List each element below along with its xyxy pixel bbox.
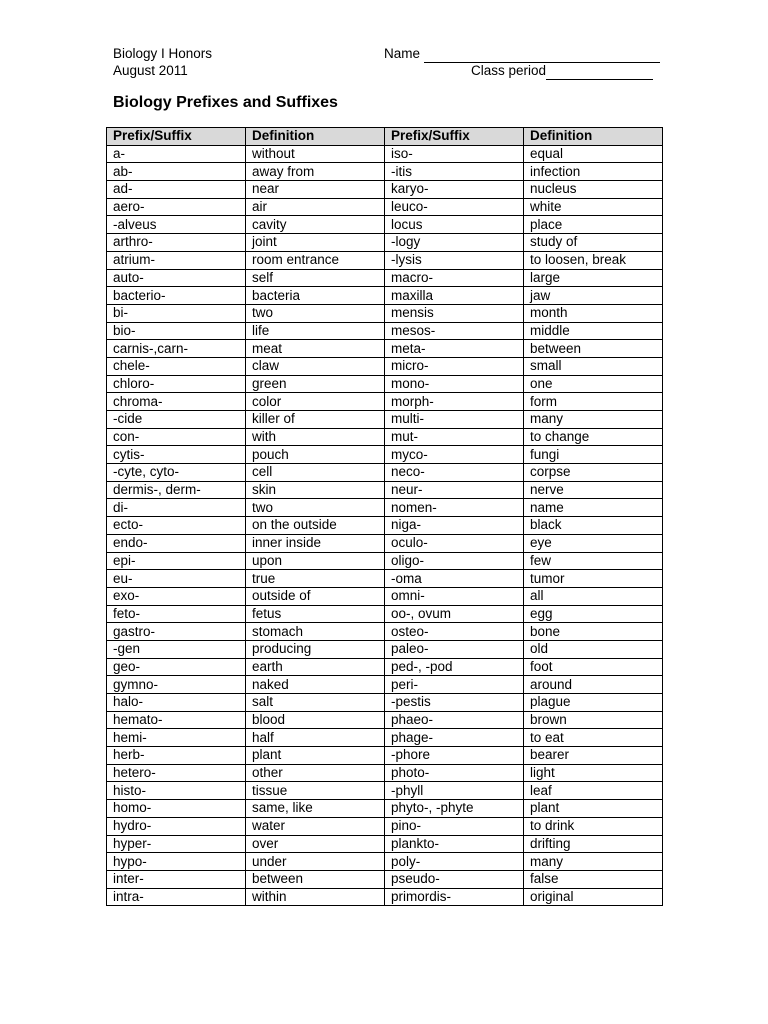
prefix-cell: chele- xyxy=(107,357,246,375)
definition-cell: cell xyxy=(246,464,385,482)
definition-cell: brown xyxy=(524,711,663,729)
definition-cell: white xyxy=(524,198,663,216)
definition-cell: water xyxy=(246,817,385,835)
definition-cell: inner inside xyxy=(246,534,385,552)
table-row xyxy=(107,411,663,429)
definition-cell: claw xyxy=(246,357,385,375)
prefix-cell: -phore xyxy=(385,747,524,765)
prefix-cell: nomen- xyxy=(385,499,524,517)
prefix-cell: eu- xyxy=(107,570,246,588)
definition-cell: small xyxy=(524,357,663,375)
prefix-cell: locus xyxy=(385,216,524,234)
prefix-cell: ab- xyxy=(107,163,246,181)
table-row xyxy=(107,729,663,747)
definition-cell: one xyxy=(524,375,663,393)
class-period-field xyxy=(471,63,653,80)
prefix-suffix-table xyxy=(106,127,663,906)
definition-cell: form xyxy=(524,393,663,411)
definition-cell: place xyxy=(524,216,663,234)
prefix-cell: bi- xyxy=(107,304,246,322)
table-body xyxy=(107,145,663,906)
prefix-cell: endo- xyxy=(107,534,246,552)
definition-cell: original xyxy=(524,888,663,906)
prefix-cell: carnis-,carn- xyxy=(107,340,246,358)
prefix-cell: chroma- xyxy=(107,393,246,411)
table-row xyxy=(107,375,663,393)
page-title: Biology Prefixes and Suffixes xyxy=(113,94,338,111)
definition-cell: same, like xyxy=(246,800,385,818)
prefix-cell: dermis-, derm- xyxy=(107,481,246,499)
name-field xyxy=(384,46,660,63)
definition-cell: equal xyxy=(524,145,663,163)
definition-cell: plague xyxy=(524,694,663,712)
table-row xyxy=(107,817,663,835)
table-row xyxy=(107,357,663,375)
prefix-cell: phage- xyxy=(385,729,524,747)
definition-cell: with xyxy=(246,428,385,446)
definition-cell: between xyxy=(246,870,385,888)
definition-cell: outside of xyxy=(246,587,385,605)
prefix-cell: mut- xyxy=(385,428,524,446)
name-label: Name xyxy=(384,46,421,61)
table-row xyxy=(107,393,663,411)
definition-cell: true xyxy=(246,570,385,588)
prefix-cell: plankto- xyxy=(385,835,524,853)
prefix-cell: poly- xyxy=(385,853,524,871)
prefix-cell: -alveus xyxy=(107,216,246,234)
definition-cell: month xyxy=(524,304,663,322)
table-row xyxy=(107,340,663,358)
table-row xyxy=(107,517,663,535)
definition-cell: two xyxy=(246,304,385,322)
prefix-cell: peri- xyxy=(385,676,524,694)
table-row xyxy=(107,888,663,906)
prefix-cell: leuco- xyxy=(385,198,524,216)
definition-cell: away from xyxy=(246,163,385,181)
definition-cell: killer of xyxy=(246,411,385,429)
prefix-cell: hemato- xyxy=(107,711,246,729)
prefix-cell: geo- xyxy=(107,658,246,676)
definition-cell: tumor xyxy=(524,570,663,588)
table-row xyxy=(107,694,663,712)
prefix-cell: hemi- xyxy=(107,729,246,747)
prefix-cell: karyo- xyxy=(385,181,524,199)
definition-cell: many xyxy=(524,853,663,871)
column-header-definition-2: Definition xyxy=(524,128,663,146)
definition-cell: middle xyxy=(524,322,663,340)
table-row xyxy=(107,322,663,340)
prefix-cell: auto- xyxy=(107,269,246,287)
prefix-cell: -logy xyxy=(385,234,524,252)
prefix-cell: morph- xyxy=(385,393,524,411)
definition-cell: light xyxy=(524,764,663,782)
definition-cell: nerve xyxy=(524,481,663,499)
table-row xyxy=(107,747,663,765)
table-row xyxy=(107,464,663,482)
column-header-prefix-suffix-1: Prefix/Suffix xyxy=(107,128,246,146)
prefix-cell: gymno- xyxy=(107,676,246,694)
prefix-cell: -gen xyxy=(107,640,246,658)
table-row xyxy=(107,216,663,234)
table-row xyxy=(107,428,663,446)
table-header-row xyxy=(107,128,663,146)
prefix-cell: mesos- xyxy=(385,322,524,340)
prefix-cell: phyto-, -phyte xyxy=(385,800,524,818)
definition-cell: meat xyxy=(246,340,385,358)
table-row xyxy=(107,658,663,676)
column-header-prefix-suffix-2: Prefix/Suffix xyxy=(385,128,524,146)
prefix-cell: atrium- xyxy=(107,251,246,269)
prefix-cell: hetero- xyxy=(107,764,246,782)
prefix-cell: photo- xyxy=(385,764,524,782)
table-row xyxy=(107,764,663,782)
definition-cell: green xyxy=(246,375,385,393)
definition-cell: within xyxy=(246,888,385,906)
class-period-label: Class period xyxy=(471,63,547,78)
definition-cell: half xyxy=(246,729,385,747)
prefix-cell: inter- xyxy=(107,870,246,888)
definition-cell: producing xyxy=(246,640,385,658)
definition-cell: bone xyxy=(524,623,663,641)
prefix-cell: ecto- xyxy=(107,517,246,535)
prefix-cell: hyper- xyxy=(107,835,246,853)
definition-cell: joint xyxy=(246,234,385,252)
table-row xyxy=(107,870,663,888)
table-row xyxy=(107,605,663,623)
prefix-cell: halo- xyxy=(107,694,246,712)
definition-cell: blood xyxy=(246,711,385,729)
definition-cell: plant xyxy=(524,800,663,818)
table-row xyxy=(107,481,663,499)
table-row xyxy=(107,163,663,181)
definition-cell: cavity xyxy=(246,216,385,234)
definition-cell: room entrance xyxy=(246,251,385,269)
table-row xyxy=(107,552,663,570)
definition-cell: near xyxy=(246,181,385,199)
prefix-cell: oo-, ovum xyxy=(385,605,524,623)
definition-cell: air xyxy=(246,198,385,216)
definition-cell: over xyxy=(246,835,385,853)
table-row xyxy=(107,446,663,464)
definition-cell: all xyxy=(524,587,663,605)
prefix-cell: primordis- xyxy=(385,888,524,906)
definition-cell: to eat xyxy=(524,729,663,747)
prefix-cell: multi- xyxy=(385,411,524,429)
definition-cell: large xyxy=(524,269,663,287)
prefix-cell: intra- xyxy=(107,888,246,906)
definition-cell: two xyxy=(246,499,385,517)
table-row xyxy=(107,499,663,517)
definition-cell: tissue xyxy=(246,782,385,800)
prefix-cell: di- xyxy=(107,499,246,517)
prefix-cell: neco- xyxy=(385,464,524,482)
prefix-cell: con- xyxy=(107,428,246,446)
definition-cell: plant xyxy=(246,747,385,765)
prefix-cell: -itis xyxy=(385,163,524,181)
prefix-cell: histo- xyxy=(107,782,246,800)
prefix-cell: pseudo- xyxy=(385,870,524,888)
prefix-cell: pino- xyxy=(385,817,524,835)
definition-cell: black xyxy=(524,517,663,535)
table-row xyxy=(107,676,663,694)
table-row xyxy=(107,251,663,269)
definition-cell: salt xyxy=(246,694,385,712)
prefix-cell: mono- xyxy=(385,375,524,393)
definition-cell: jaw xyxy=(524,287,663,305)
table-row xyxy=(107,640,663,658)
table-row xyxy=(107,711,663,729)
prefix-cell: -phyll xyxy=(385,782,524,800)
prefix-cell: oligo- xyxy=(385,552,524,570)
table-row xyxy=(107,145,663,163)
definition-cell: self xyxy=(246,269,385,287)
term-date: August 2011 xyxy=(113,63,188,78)
table-row xyxy=(107,304,663,322)
prefix-cell: feto- xyxy=(107,605,246,623)
prefix-cell: exo- xyxy=(107,587,246,605)
table-row xyxy=(107,587,663,605)
table-row xyxy=(107,835,663,853)
prefix-cell: gastro- xyxy=(107,623,246,641)
table-row xyxy=(107,570,663,588)
definition-cell: leaf xyxy=(524,782,663,800)
table-row xyxy=(107,287,663,305)
prefix-cell: neur- xyxy=(385,481,524,499)
prefix-cell: chloro- xyxy=(107,375,246,393)
definition-cell: eye xyxy=(524,534,663,552)
class-period-blank-line[interactable] xyxy=(546,63,653,80)
definition-cell: drifting xyxy=(524,835,663,853)
definition-cell: between xyxy=(524,340,663,358)
table-row xyxy=(107,198,663,216)
table-row xyxy=(107,269,663,287)
definition-cell: name xyxy=(524,499,663,517)
definition-cell: naked xyxy=(246,676,385,694)
definition-cell: under xyxy=(246,853,385,871)
definition-cell: bacteria xyxy=(246,287,385,305)
prefix-cell: myco- xyxy=(385,446,524,464)
course-name: Biology I Honors xyxy=(113,46,213,61)
definition-cell: earth xyxy=(246,658,385,676)
table-row xyxy=(107,782,663,800)
definition-cell: few xyxy=(524,552,663,570)
prefix-cell: maxilla xyxy=(385,287,524,305)
prefix-cell: cytis- xyxy=(107,446,246,464)
definition-cell: to loosen, break xyxy=(524,251,663,269)
definition-cell: stomach xyxy=(246,623,385,641)
name-blank-line[interactable] xyxy=(424,46,660,63)
definition-cell: nucleus xyxy=(524,181,663,199)
prefix-cell: omni- xyxy=(385,587,524,605)
prefix-cell: iso- xyxy=(385,145,524,163)
prefix-cell: bacterio- xyxy=(107,287,246,305)
prefix-cell: osteo- xyxy=(385,623,524,641)
definition-cell: color xyxy=(246,393,385,411)
table-row xyxy=(107,853,663,871)
prefix-cell: hydro- xyxy=(107,817,246,835)
definition-cell: fungi xyxy=(524,446,663,464)
prefix-cell: phaeo- xyxy=(385,711,524,729)
prefix-cell: macro- xyxy=(385,269,524,287)
definition-cell: fetus xyxy=(246,605,385,623)
table-row xyxy=(107,623,663,641)
definition-cell: infection xyxy=(524,163,663,181)
definition-cell: bearer xyxy=(524,747,663,765)
definition-cell: life xyxy=(246,322,385,340)
definition-cell: foot xyxy=(524,658,663,676)
definition-cell: skin xyxy=(246,481,385,499)
prefix-cell: niga- xyxy=(385,517,524,535)
prefix-cell: ped-, -pod xyxy=(385,658,524,676)
definition-cell: false xyxy=(524,870,663,888)
definition-cell: old xyxy=(524,640,663,658)
table-row xyxy=(107,181,663,199)
prefix-cell: -cyte, cyto- xyxy=(107,464,246,482)
prefix-cell: -lysis xyxy=(385,251,524,269)
prefix-cell: oculo- xyxy=(385,534,524,552)
definition-cell: on the outside xyxy=(246,517,385,535)
prefix-cell: meta- xyxy=(385,340,524,358)
prefix-cell: micro- xyxy=(385,357,524,375)
prefix-cell: herb- xyxy=(107,747,246,765)
prefix-cell: bio- xyxy=(107,322,246,340)
prefix-cell: homo- xyxy=(107,800,246,818)
table-row xyxy=(107,534,663,552)
prefix-cell: ad- xyxy=(107,181,246,199)
definition-cell: egg xyxy=(524,605,663,623)
definition-cell: upon xyxy=(246,552,385,570)
prefix-cell: -pestis xyxy=(385,694,524,712)
prefix-cell: hypo- xyxy=(107,853,246,871)
table-row xyxy=(107,800,663,818)
table-row xyxy=(107,234,663,252)
prefix-cell: -oma xyxy=(385,570,524,588)
prefix-cell: a- xyxy=(107,145,246,163)
prefix-cell: paleo- xyxy=(385,640,524,658)
definition-cell: around xyxy=(524,676,663,694)
definition-cell: to change xyxy=(524,428,663,446)
prefix-cell: arthro- xyxy=(107,234,246,252)
definition-cell: to drink xyxy=(524,817,663,835)
definition-cell: without xyxy=(246,145,385,163)
column-header-definition-1: Definition xyxy=(246,128,385,146)
prefix-cell: mensis xyxy=(385,304,524,322)
prefix-cell: epi- xyxy=(107,552,246,570)
definition-cell: study of xyxy=(524,234,663,252)
prefix-cell: -cide xyxy=(107,411,246,429)
prefix-cell: aero- xyxy=(107,198,246,216)
definition-cell: pouch xyxy=(246,446,385,464)
definition-cell: many xyxy=(524,411,663,429)
definition-cell: corpse xyxy=(524,464,663,482)
definition-cell: other xyxy=(246,764,385,782)
